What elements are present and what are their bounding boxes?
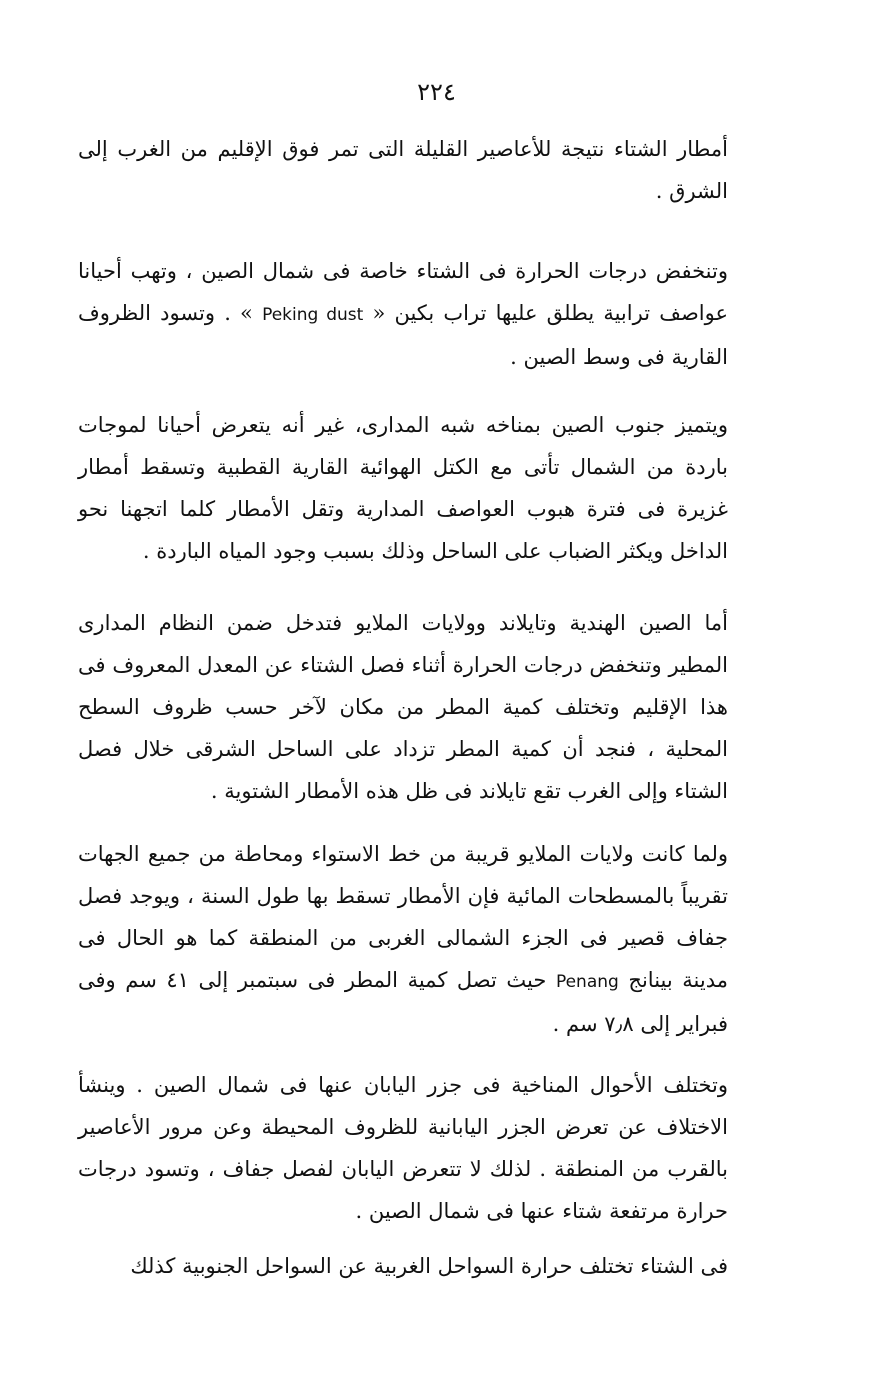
paragraph-japan (78, 1064, 728, 1232)
paragraph-text: أما الصين الهندية وتايلاند وولايات الملايو فتدخل ضمن النظام المدارى المطير وتنخفض درجات الحرارة أثناء فصل الشتاء عن المعدل المعروف فى هذا الإقليم وتختلف كمية المطر من مكان لآخر حسب ظروف السطح المحلية ، فنجد أن كمية المطر تزداد على الساحل الشرقى خلال فصل الشتاء وإلى الغرب تقع تايلاند فى ظل هذه الأمطار الشتوية . (78, 611, 728, 803)
paragraph-winter-rain (78, 128, 728, 212)
paragraph-text: وتختلف الأحوال المناخية فى جزر اليابان عنها فى شمال الصين . وينشأ الاختلاف عن تعرض الجزر اليابانية للظروف المحيطة وعن مرور الأعاصير بالقرب من المنطقة . لذلك لا تتعرض اليابان لفصل جفاف ، وتسود درجات حرارة مرتفعة شتاء عنها فى شمال الصين . (78, 1073, 728, 1223)
paragraph-text-after: » . وتسود الظروف القارية فى وسط الصين . (78, 301, 728, 369)
paragraph-winter-coasts (78, 1245, 728, 1287)
paragraph-indochina (78, 602, 728, 812)
paragraph-peking-dust (78, 250, 728, 378)
paragraph-text-before: وتنخفض درجات الحرارة فى الشتاء خاصة فى شمال الصين ، وتهب أحيانا عواصف ترابية يطلق عليها تراب بكين « (78, 259, 728, 325)
paragraph-text: ويتميز جنوب الصين بمناخه شبه المدارى، غير أنه يتعرض أحيانا لموجات باردة من الشمال تأتى مع الكتل الهوائية القارية القطبية وتسقط أمطار غزيرة فى فترة هبوب العواصف المدارية وتقل الأمطار كلما اتجهنا نحو الداخل ويكثر الضباب على الساحل وذلك بسبب وجود المياه الباردة . (78, 413, 728, 563)
latin-term-penang: Penang (555, 972, 619, 992)
latin-term-peking-dust: Peking dust (262, 305, 364, 325)
paragraph-text: فى الشتاء تختلف حرارة السواحل الغربية عن السواحل الجنوبية كذلك (130, 1254, 728, 1278)
page-number: ٢٢٤ (417, 78, 456, 106)
paragraph-text-before: ولما كانت ولايات الملايو قريبة من خط الاستواء ومحاطة من جميع الجهات تقريباً بالمسطحات المائية فإن الأمطار تسقط بها طول السنة ، ويوجد فصل جفاف قصير فى الجزء الشمالى الغربى من المنطقة كما هو الحال فى مدينة بينانج (78, 842, 728, 992)
paragraph-text-after: حيث تصل كمية المطر فى سبتمبر إلى ٤١ سم وفى فبراير إلى ٧٫٨ سم . (78, 968, 728, 1036)
paragraph-malaya (78, 833, 728, 1045)
paragraph-south-china (78, 404, 728, 572)
paragraph-text: أمطار الشتاء نتيجة للأعاصير القليلة التى تمر فوق الإقليم من الغرب إلى الشرق . (78, 137, 728, 203)
